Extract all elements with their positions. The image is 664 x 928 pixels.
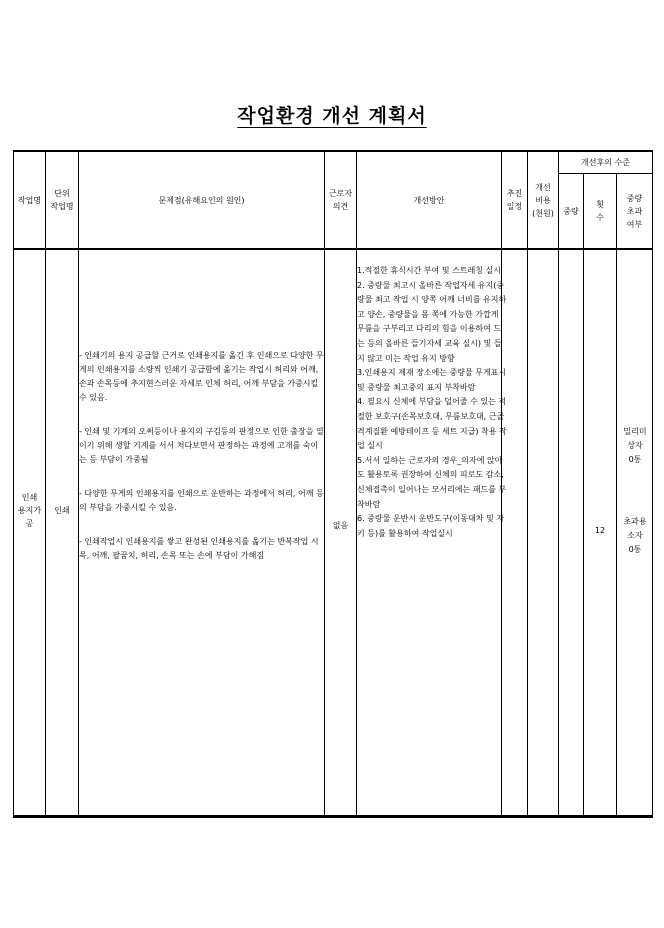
plan-item: 4. 필요시 신체에 부담을 덜어줄 수 있는 적절한 보호구(손목보호대, 무릎보호대, 근골격계질환 예방테이프 등 세트 지급) 착용 작업 실시	[357, 397, 507, 451]
header-worker-opinion: 근로자 의견	[328, 189, 353, 211]
header-after-level: 개선후의 수준	[581, 158, 630, 167]
situation-item: - 인쇄기의 용지 공급할 근거로 인쇄용지를 옮긴 후 인쇄으로 다양한 무게의 인쇄용지를 소량씩 인쇄기 공급함에 옮기는 작업시 허리와 어깨, 손과 손목등에 추지현스러운 자세로 인체 허리, 어깨 부담을 가중시킬 수 있음.	[79, 351, 324, 402]
header-after-weight: 중량	[563, 206, 579, 216]
plan-item: 5.서서 일하는 근로자의 경우_의자에 앉아도 활용토록 권장하여 신체의 피로도 감소, 신체접촉이 일어나는 모서리에는 패드를 부착바람	[357, 455, 507, 509]
situation-item: - 인쇄 및 기계의 오써등이나 용지의 구김등의 판정으로 인한 출장을 열이기 위해 생할 기계를 서서 처다보면서 판정하는 과정에 고개를 숙이는 등 부담이 가중됨	[79, 427, 324, 464]
header-plan: 개선방안	[413, 195, 445, 205]
plan-item: 3.인쇄용지 제재 장소에는 중량물 무게표시 및 중량물 최고중의 표지 부착바람	[357, 368, 507, 392]
row-situation	[79, 349, 324, 583]
document-title	[0, 101, 664, 128]
row-worker-opinion: 없음	[332, 520, 349, 530]
header-cost: 개선 비용 (천원)	[532, 182, 554, 218]
header-schedule: 추진 일정	[506, 189, 523, 211]
header-situation: 문제점(유해요인의 원인)	[158, 195, 245, 205]
row-after-frequency: 12	[594, 525, 606, 535]
situation-item: - 다양한 무게의 인쇄용지를 인쇄으로 운반하는 과정에서 허리, 어깨 등의 부담을 가중시킬 수 있음.	[79, 489, 324, 512]
row-process-name: 인쇄 용지가 공	[17, 492, 42, 528]
header-process: 작업명	[17, 195, 42, 205]
header-after-excess: 중량 초과 여부	[626, 193, 643, 229]
situation-item: - 인쇄작업시 인쇄용지를 쌓고 완성된 인쇄용지를 옮기는 반복작업 시 목, 어깨, 팔꿈치, 허리, 손목 또는 손에 부담이 가해짐	[79, 537, 319, 560]
row-improvement-plan	[357, 264, 507, 541]
header-unit: 단위 작업명	[50, 189, 74, 211]
title-text: 작업환경 개선 계획서	[237, 105, 427, 127]
row-unit-name: 인쇄	[54, 505, 70, 515]
header-after-frequency: 횟 수	[596, 200, 604, 222]
row-after-remark-1: 밀리미 상자 0통	[623, 427, 647, 464]
plan-item: 6. 중량물 운반시 운반도구(이동대차 및 자키 등)를 활용하여 작업실시	[357, 514, 505, 538]
row-after-remark-2: 초과용 소자 0통	[623, 517, 647, 554]
plan-item: 1.적절한 휴식시간 부여 및 스트레칭 실시	[357, 266, 501, 275]
plan-item: 2. 중량물 최고시 올바른 작업자세 유지(중량물 최고 작업 시 양쪽 어깨 너비를 유지하고 양손, 중량물을 몸 쪽에 가능한 가깝게 무릎을 구부리고 다리의 힘을 이용하여 드는 등의 올바른 들기자세 교육 실시) 및 들지 않고 미는 작업 유지 방향	[357, 280, 507, 363]
